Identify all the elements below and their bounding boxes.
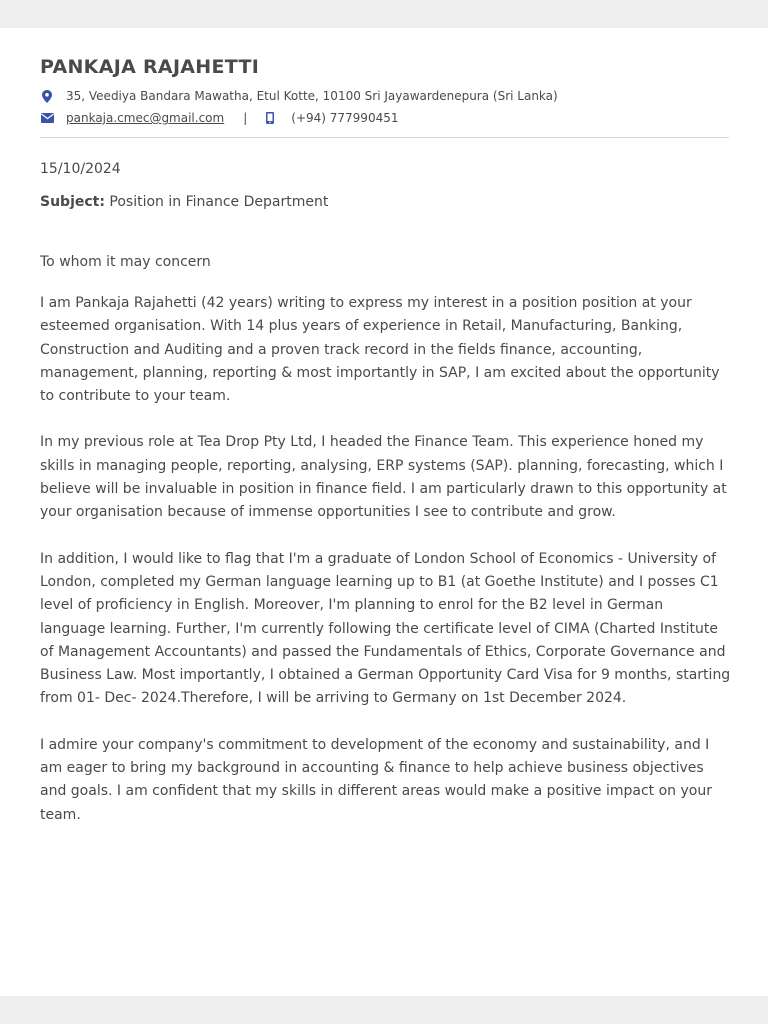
letter-body [40, 292, 732, 850]
letter-date: 15/10/2024 [40, 161, 121, 177]
address-row [40, 87, 558, 105]
mobile-phone-icon [263, 111, 277, 125]
phone-number: (+94) 777990451 [291, 111, 399, 125]
letter-page [0, 28, 768, 996]
salutation: To whom it may concern [40, 254, 211, 270]
body-paragraph: In addition, I would like to flag that I'm a graduate of London School of Economics - University of London, completed my German language learning up to B1 (at Goethe Institute) and I posses C1 level of proficiency in English. Moreover, I'm planning to enrol for the B2 level in German language learning. Further, I'm currently following the certificate level of CIMA (Charted Institute of Management Accountants) and passed the Fundamentals of Ethics, Corporate Governance and Business Law. Most importantly, I obtained a German Opportunity Card Visa for 9 months, starting from 01- Dec- 2024.Therefore, I will be arriving to Germany on 1st December 2024. [40, 550, 731, 707]
sender-name: PANKAJA RAJAHETTI [40, 56, 260, 78]
subject-text: Position in Finance Department [109, 194, 329, 210]
header-divider [40, 137, 729, 138]
letter-subject [40, 194, 328, 210]
body-paragraph: I admire your company's commitment to development of the economy and sustainability, and I am eager to bring my background in accounting & finance to help achieve business objectives and goals. I am confident that my skills in different areas would make a positive impact on your team. [40, 736, 712, 823]
subject-label: Subject: [40, 194, 105, 210]
body-paragraph: In my previous role at Tea Drop Pty Ltd, I headed the Finance Team. This experience honed my skills in managing people, reporting, analysing, ERP systems (SAP). planning, forecasting, which I believe will be invaluable in position in finance field. I am particularly drawn to this opportunity at your organisation because of immense opportunities I see to contribute and grow. [40, 434, 727, 521]
address-text: 35, Veediya Bandara Mawatha, Etul Kotte, 10100 Sri Jayawardenepura (Sri Lanka) [66, 89, 558, 103]
body-paragraph: I am Pankaja Rajahetti (42 years) writing to express my interest in a position position at your esteemed organisation. With 14 plus years of experience in Retail, Manufacturing, Banking, Construction and Auditing and a proven track record in the fields finance, accounting, management, planning, reporting & most importantly in SAP, I am excited about the opportunity to contribute to your team. [40, 295, 720, 405]
email-link[interactable]: pankaja.cmec@gmail.com [66, 111, 225, 125]
map-pin-icon [40, 89, 54, 103]
contact-separator: | [243, 111, 248, 125]
contact-row [40, 109, 398, 127]
envelope-icon [40, 111, 54, 125]
